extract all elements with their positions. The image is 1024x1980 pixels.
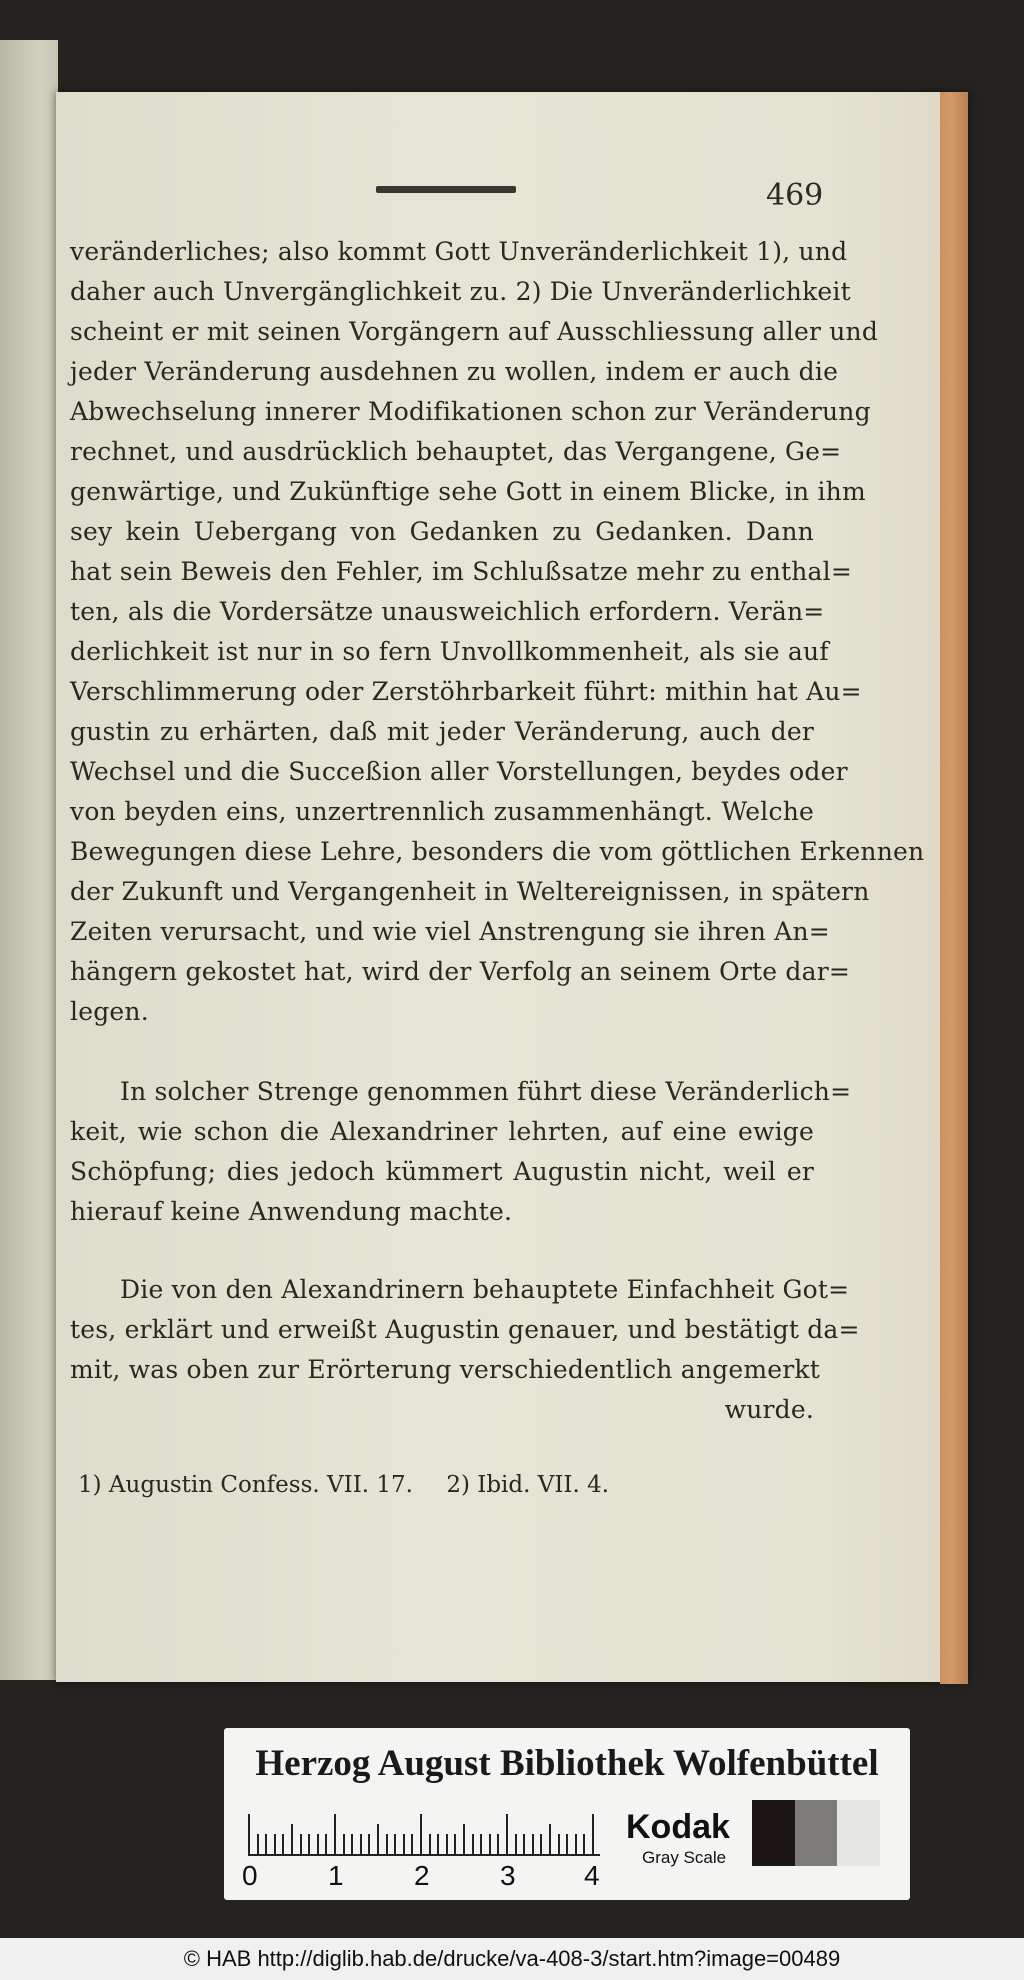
ruler-tick bbox=[351, 1834, 353, 1854]
text-line: veränderliches; also kommt Gott Unveränderlichkeit 1), und bbox=[70, 237, 848, 266]
ruler-tick bbox=[446, 1834, 448, 1854]
text-line: Abwechselung innerer Modifikationen schon zur Veränderung bbox=[70, 397, 871, 426]
text-line: daher auch Unvergänglichkeit zu. 2) Die Unveränderlichkeit bbox=[70, 277, 851, 306]
text-line: Wechsel und die Succeßion aller Vorstellungen, beydes oder bbox=[70, 757, 848, 786]
text-line: derlichkeit ist nur in so fern Unvollkommenheit, als sie auf bbox=[70, 637, 829, 666]
text-line: von beyden eins, unzertrennlich zusammenhängt. Welche bbox=[70, 797, 814, 826]
text-line: Die von den Alexandrinern behauptete Einfachheit Got= bbox=[120, 1275, 850, 1304]
ruler-tick bbox=[575, 1834, 577, 1854]
ruler-number: 3 bbox=[500, 1860, 516, 1891]
gray-swatch bbox=[752, 1800, 795, 1866]
ruler-tick bbox=[291, 1824, 293, 1854]
ruler-tick bbox=[472, 1834, 474, 1854]
text-line: jeder Veränderung ausdehnen zu wollen, indem er auch die bbox=[70, 357, 839, 386]
text-line: Verschlimmerung oder Zerstöhrbarkeit führt: mithin hat Au= bbox=[70, 677, 862, 706]
text-line: legen. bbox=[70, 997, 149, 1026]
ruler-tick bbox=[566, 1834, 568, 1854]
ruler-tick bbox=[403, 1834, 405, 1854]
kodak-logo: Kodak bbox=[626, 1808, 730, 1846]
ruler-tick bbox=[429, 1834, 431, 1854]
gray-swatch bbox=[837, 1800, 880, 1866]
gray-scale-label: Gray Scale bbox=[642, 1848, 727, 1867]
ruler-tick bbox=[282, 1834, 284, 1854]
ruler-tick bbox=[377, 1824, 379, 1854]
text-line: ten, als die Vordersätze unausweichlich erfordern. Verän= bbox=[70, 597, 825, 626]
text-line: keit, wie schon die Alexandriner lehrten, auf eine ewige bbox=[70, 1117, 814, 1146]
ruler-tick bbox=[523, 1834, 525, 1854]
footnote-2: 2) Ibid. VII. 4. bbox=[446, 1472, 610, 1498]
facing-page-edge bbox=[0, 40, 58, 1680]
text-line: mit, was oben zur Erörterung verschiedentlich angemerkt bbox=[70, 1355, 820, 1384]
footer-credit: © HAB http://diglib.hab.de/drucke/va-408-3/start.htm?image=00489 bbox=[0, 1938, 1024, 1980]
ruler-tick bbox=[506, 1814, 508, 1854]
ruler-number: 4 bbox=[584, 1860, 600, 1891]
ruler-number: 2 bbox=[414, 1860, 430, 1891]
ruler-tick bbox=[300, 1834, 302, 1854]
ruler-tick bbox=[480, 1834, 482, 1854]
ruler-tick bbox=[454, 1834, 456, 1854]
text-line: wurde. bbox=[724, 1395, 814, 1424]
text-line: In solcher Strenge genommen führt diese Veränderlich= bbox=[120, 1077, 852, 1106]
library-name: Herzog August Bibliothek Wolfenbüttel bbox=[255, 1743, 879, 1784]
page-edge bbox=[940, 92, 968, 1684]
text-line: scheint er mit seinen Vorgängern auf Ausschliessung aller und bbox=[70, 317, 879, 346]
ruler-tick bbox=[308, 1834, 310, 1854]
ruler-tick bbox=[394, 1834, 396, 1854]
ruler-number: 1 bbox=[328, 1860, 344, 1891]
text-line: hat sein Beweis den Fehler, im Schlußsatze mehr zu enthal= bbox=[70, 557, 852, 586]
ruler-tick bbox=[515, 1834, 517, 1854]
ruler-tick bbox=[583, 1834, 585, 1854]
footnote-1: 1) Augustin Confess. VII. 17. bbox=[78, 1472, 413, 1498]
text-line: der Zukunft und Vergangenheit in Weltereignissen, in spätern bbox=[70, 877, 870, 906]
ruler-tick bbox=[463, 1824, 465, 1854]
footnotes bbox=[78, 1472, 635, 1498]
text-line: sey kein Uebergang von Gedanken zu Gedanken. Dann bbox=[70, 517, 814, 546]
color-target-card bbox=[224, 1728, 910, 1900]
gray-swatch bbox=[795, 1800, 838, 1866]
ruler-tick bbox=[497, 1834, 499, 1854]
ruler-scale bbox=[248, 1810, 600, 1856]
ruler-tick bbox=[386, 1834, 388, 1854]
ruler-tick bbox=[540, 1834, 542, 1854]
text-line: Bewegungen diese Lehre, besonders die vom göttlichen Erkennen bbox=[70, 837, 925, 866]
gray-swatches bbox=[752, 1800, 880, 1866]
ruler-tick bbox=[257, 1834, 259, 1854]
ruler-tick bbox=[532, 1834, 534, 1854]
ruler-tick bbox=[489, 1834, 491, 1854]
ruler-tick bbox=[549, 1824, 551, 1854]
ruler-tick bbox=[334, 1814, 336, 1854]
text-line: genwärtige, und Zukünftige sehe Gott in einem Blicke, in ihm bbox=[70, 477, 866, 506]
ruler-tick bbox=[592, 1814, 594, 1854]
text-line: rechnet, und ausdrücklich behauptet, das Vergangene, Ge= bbox=[70, 437, 842, 466]
paragraph-2 bbox=[70, 1072, 852, 1232]
text-line: hängern gekostet hat, wird der Verfolg an seinem Orte dar= bbox=[70, 957, 851, 986]
ruler-tick bbox=[558, 1834, 560, 1854]
ruler-number: 0 bbox=[242, 1860, 258, 1891]
paragraph-3 bbox=[70, 1270, 860, 1430]
text-line: gustin zu erhärten, daß mit jeder Veränderung, auch der bbox=[70, 717, 814, 746]
text-line: tes, erklärt und erweißt Augustin genauer, und bestätigt da= bbox=[70, 1315, 860, 1344]
text-line: hierauf keine Anwendung machte. bbox=[70, 1197, 513, 1226]
text-line: Zeiten verursacht, und wie viel Anstrengung sie ihren An= bbox=[70, 917, 830, 946]
ruler-tick bbox=[360, 1834, 362, 1854]
ruler-tick bbox=[274, 1834, 276, 1854]
ruler-tick bbox=[248, 1814, 250, 1854]
ruler-tick bbox=[368, 1834, 370, 1854]
ruler-tick bbox=[317, 1834, 319, 1854]
ruler-tick bbox=[325, 1834, 327, 1854]
text-line: Schöpfung; dies jedoch kümmert Augustin nicht, weil er bbox=[70, 1157, 814, 1186]
header-rule bbox=[376, 186, 516, 193]
ruler-tick bbox=[411, 1834, 413, 1854]
ruler-tick bbox=[343, 1834, 345, 1854]
ruler-tick bbox=[437, 1834, 439, 1854]
paragraph-1 bbox=[70, 232, 925, 1032]
ruler-tick bbox=[420, 1814, 422, 1854]
page-number: 469 bbox=[766, 178, 824, 213]
ruler-tick bbox=[265, 1834, 267, 1854]
